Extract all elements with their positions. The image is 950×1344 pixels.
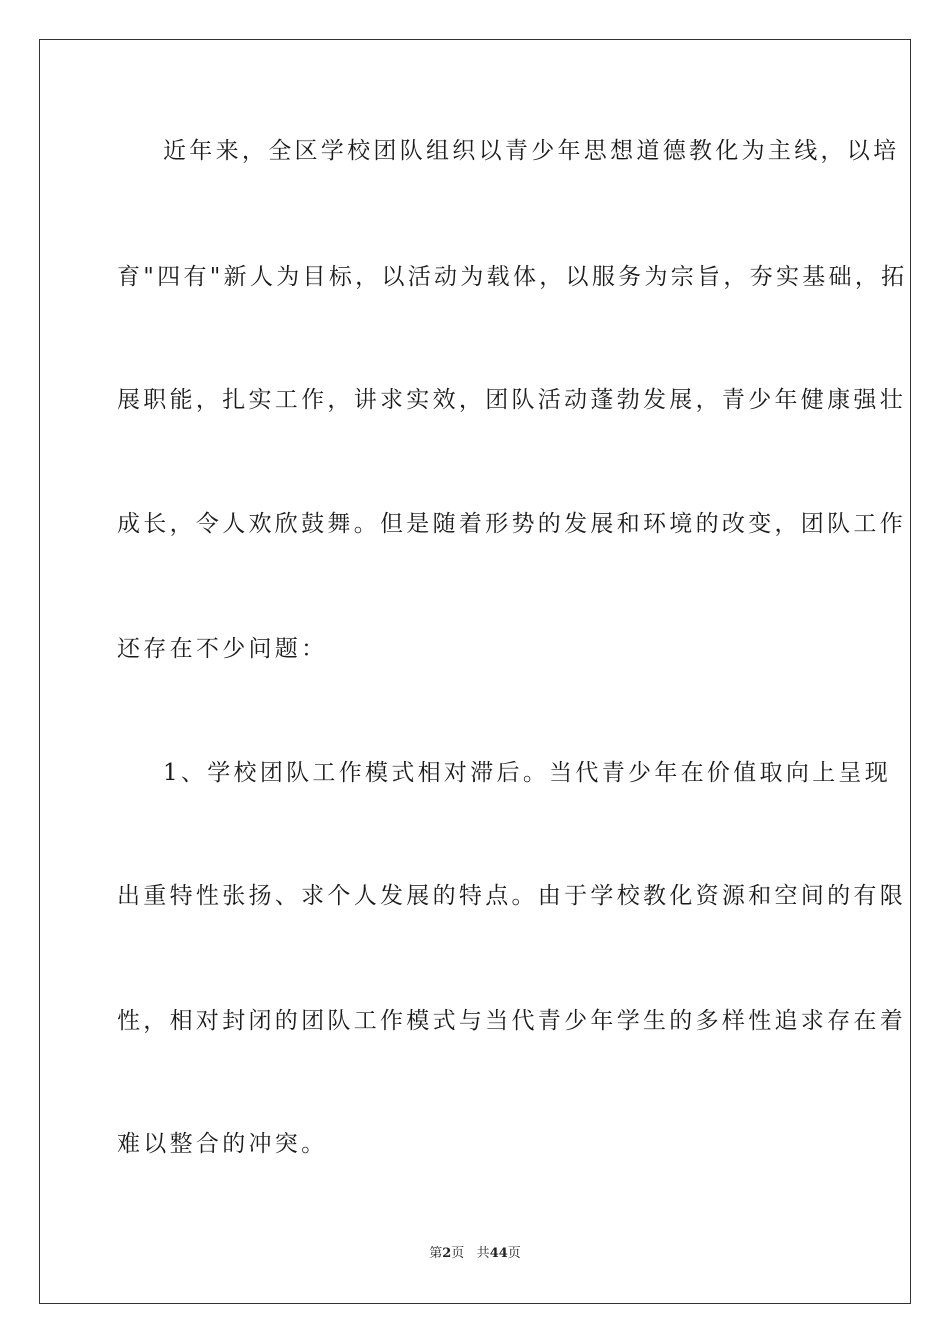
page-suffix: 页	[451, 1246, 465, 1261]
page-prefix: 第	[429, 1246, 443, 1261]
page-number: 2	[442, 1246, 452, 1261]
total-suffix: 页	[507, 1246, 521, 1261]
page-frame	[39, 39, 911, 1304]
paragraph-line: 出重特性张扬、求个人发展的特点。由于学校教化资源和空间的有限	[117, 883, 906, 909]
paragraph-line: 近年来，全区学校团队组织以青少年思想道德教化为主线，以培	[163, 138, 900, 164]
total-prefix: 共	[476, 1246, 490, 1261]
paragraph-line: 性，相对封闭的团队工作模式与当代青少年学生的多样性追求存在着	[117, 1008, 906, 1034]
paragraph-line: 1、学校团队工作模式相对滞后。当代青少年在价值取向上呈现	[163, 760, 892, 786]
paragraph-line: 难以整合的冲突。	[117, 1131, 328, 1157]
paragraph-line: 育"四有"新人为目标，以活动为载体，以服务为宗旨，夯实基础，拓	[117, 264, 908, 290]
total-pages: 44	[489, 1246, 508, 1261]
paragraph-line: 还存在不少问题：	[117, 636, 328, 662]
paragraph-line: 展职能，扎实工作，讲求实效，团队活动蓬勃发展，青少年健康强壮	[117, 387, 906, 413]
page-footer	[0, 1246, 950, 1262]
paragraph-line: 成长，令人欢欣鼓舞。但是随着形势的发展和环境的改变，团队工作	[117, 511, 906, 537]
